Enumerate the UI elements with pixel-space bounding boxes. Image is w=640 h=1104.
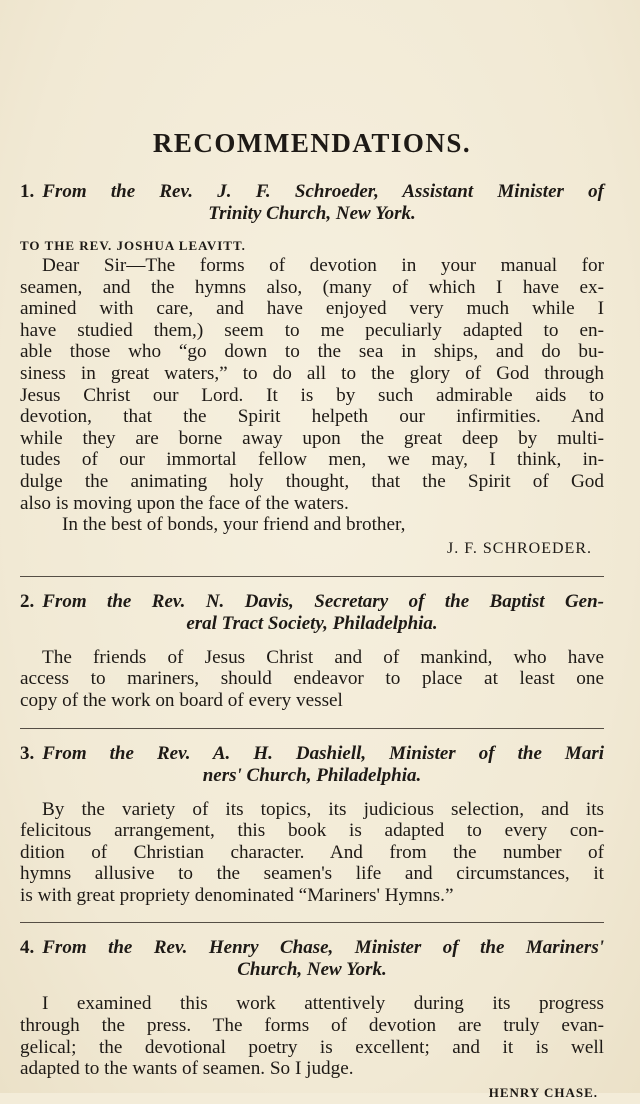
body-line: able those who “go down to the sea in ships, and do bu- <box>20 341 604 363</box>
body-line: Jesus Christ our Lord. It is by such admirable aids to <box>20 384 604 406</box>
recommendation-body <box>20 255 604 514</box>
recommendation-number: 4. <box>20 937 35 959</box>
body-line: By the variety of its topics, its judicious selection, and its <box>42 798 604 820</box>
recommendation-heading <box>20 743 604 787</box>
body-line: dition of Christian character. And from the number of <box>20 841 604 863</box>
body-line: The friends of Jesus Christ and of mankind, who have <box>42 646 604 668</box>
recommendation-number: 3. <box>20 742 35 764</box>
body-line: amined with care, and have enjoyed very much while I <box>20 298 604 320</box>
body-line: also is moving upon the face of the waters. <box>20 492 349 514</box>
body-line: seamen, and the hymns also, (many of which I have ex- <box>20 276 604 298</box>
body-line: adapted to the wants of seamen. So I judge. <box>20 1058 354 1080</box>
body-line: while they are borne away upon the great deep by multi- <box>20 427 604 449</box>
heading-line-1: 1. From the Rev. J. F. Schroeder, Assistant Minister of <box>20 181 604 202</box>
recommendation-heading <box>20 181 604 225</box>
recommendation-heading <box>20 591 604 635</box>
recommendation-body <box>20 647 604 712</box>
recommendation-body <box>20 993 604 1079</box>
body-line: felicitous arrangement, this book is adapted to every con- <box>20 820 604 842</box>
body-line: through the press. The forms of devotion are truly evan- <box>20 1015 604 1037</box>
heading-line-2: Church, New York. <box>237 959 387 981</box>
recommendation-2 <box>20 591 604 712</box>
recommendation-number: 1. <box>20 181 35 202</box>
heading-line-1: 4. From the Rev. Henry Chase, Minister of the Mariners' <box>20 937 604 959</box>
recommendation-4 <box>20 937 604 1103</box>
section-divider <box>20 922 604 923</box>
recommendation-body <box>20 799 604 907</box>
heading-line-1: 2. From the Rev. N. Davis, Secretary of the Baptist Gen- <box>20 590 604 612</box>
body-line: siness in great waters,” to do all to the glory of God through <box>20 362 604 384</box>
heading-line-1: 3. From the Rev. A. H. Dashiell, Minister of the Mari <box>20 742 604 764</box>
body-line: gelical; the devotional poetry is excellent; and it is well <box>20 1036 604 1058</box>
body-line: dulge the animating holy thought, that the Spirit of God <box>20 470 604 492</box>
body-line: devotion, that the Spirit helpeth our infirmities. And <box>20 406 604 428</box>
salutation: TO THE REV. JOSHUA LEAVITT. <box>20 238 246 253</box>
recommendation-number: 2. <box>20 590 35 612</box>
body-line: I examined this work attentively during its progress <box>42 993 604 1015</box>
page-title: RECOMMENDATIONS. <box>152 128 472 158</box>
body-line: copy of the work on board of every vessel <box>20 689 343 711</box>
heading-line-2: ners' Church, Philadelphia. <box>202 764 422 786</box>
body-line: tudes of our immortal fellow men, we may, I think, in- <box>20 449 604 471</box>
body-line: access to mariners, should endeavor to place at least one <box>20 668 604 690</box>
recommendation-1 <box>20 181 604 560</box>
section-divider <box>20 728 604 729</box>
body-line: Dear Sir—The forms of devotion in your manual for <box>42 255 604 276</box>
body-line: have studied them,) seem to me peculiarly adapted to en- <box>20 319 604 341</box>
closing-line: In the best of bonds, your friend and brother, <box>62 514 406 536</box>
section-divider <box>20 576 604 577</box>
signature: HENRY CHASE. <box>488 1084 598 1100</box>
heading-line-2: eral Tract Society, Philadelphia. <box>186 612 438 634</box>
body-line: is with great propriety denominated “Mariners' Hymns.” <box>20 884 454 906</box>
heading-line-2: Trinity Church, New York. <box>208 203 416 224</box>
recommendation-3 <box>20 743 604 907</box>
signature: J. F. SCHROEDER. <box>447 539 592 557</box>
body-line: hymns allusive to the seamen's life and circumstances, it <box>20 863 604 885</box>
recommendation-heading <box>20 937 604 981</box>
